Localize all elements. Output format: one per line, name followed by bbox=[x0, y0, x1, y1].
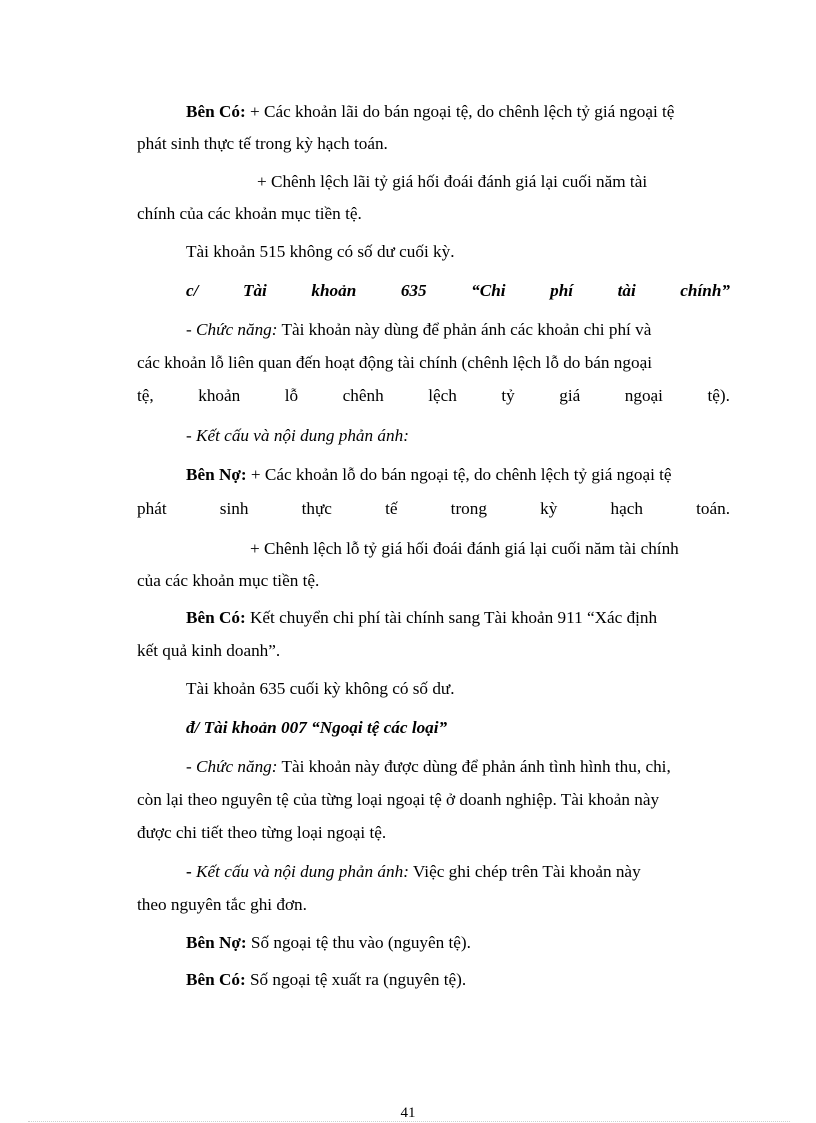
text: + Các khoản lỗ do bán ngoại tệ, do chênh lệch tỷ giá ngoại tệ bbox=[246, 465, 672, 484]
label-ben-co: Bên Có: bbox=[186, 970, 246, 989]
heading-word: chính” bbox=[680, 281, 730, 300]
paragraph-line bbox=[186, 319, 730, 341]
word: tệ, bbox=[137, 386, 154, 405]
label-ben-no: Bên Nợ: bbox=[186, 465, 247, 484]
text: + Chênh lệch lỗ tỷ giá hối đoái đánh giá lại cuối năm tài chính bbox=[250, 539, 679, 558]
paragraph-line bbox=[186, 756, 730, 778]
text: còn lại theo nguyên tệ của từng loại ngoại tệ ở doanh nghiệp. Tài khoản này bbox=[137, 790, 660, 809]
paragraph-line bbox=[186, 607, 730, 629]
word: hạch bbox=[610, 499, 643, 518]
word: tế bbox=[385, 499, 398, 518]
paragraph-line bbox=[186, 101, 730, 123]
paragraph-line bbox=[186, 241, 730, 263]
text: Số ngoại tệ xuất ra (nguyên tệ). bbox=[245, 970, 467, 989]
text: Tài khoản 635 cuối kỳ không có số dư. bbox=[186, 679, 455, 698]
word: sinh bbox=[219, 499, 249, 518]
word: kỳ bbox=[540, 499, 558, 518]
text: kết quả kinh doanh”. bbox=[137, 641, 281, 660]
paragraph-line bbox=[186, 932, 730, 954]
dash: - bbox=[186, 862, 192, 881]
label-ket-cau: - Kết cấu và nội dung phản ánh: bbox=[186, 426, 409, 445]
paragraph-line bbox=[137, 570, 730, 592]
label-chuc-nang: - Chức năng: bbox=[186, 757, 278, 776]
paragraph-line bbox=[186, 969, 730, 991]
paragraph-line bbox=[186, 678, 730, 700]
word: tệ). bbox=[707, 386, 730, 405]
heading-word: c/ bbox=[186, 281, 199, 300]
text: Tài khoản này được dùng để phản ánh tình hình thu, chi, bbox=[277, 757, 671, 776]
word: ngoại bbox=[624, 386, 663, 405]
text: + Chênh lệch lãi tỷ giá hối đoái đánh giá lại cuối năm tài bbox=[257, 172, 648, 191]
label-ket-cau: Kết cấu và nội dung phản ánh: bbox=[191, 862, 409, 881]
heading-word: tài bbox=[617, 281, 636, 300]
text: Số ngoại tệ thu vào (nguyên tệ). bbox=[246, 933, 471, 952]
section-heading-d bbox=[186, 717, 730, 739]
word: trong bbox=[450, 499, 487, 518]
label-chuc-nang: - Chức năng: bbox=[186, 320, 278, 339]
paragraph-line bbox=[257, 171, 730, 193]
text: Kết chuyển chi phí tài chính sang Tài khoản 911 “Xác định bbox=[245, 608, 658, 627]
paragraph-line bbox=[137, 352, 730, 374]
heading-word: “Chi bbox=[471, 281, 506, 300]
text: phát sinh thực tế trong kỳ hạch toán. bbox=[137, 134, 388, 153]
text: Việc ghi chép trên Tài khoản này bbox=[408, 862, 641, 881]
text: Tài khoản này dùng để phản ánh các khoản chi phí và bbox=[277, 320, 652, 339]
heading-text: đ/ Tài khoản 007 “Ngoại tệ các loại” bbox=[186, 718, 448, 737]
paragraph-line bbox=[186, 464, 730, 486]
heading-word: 635 bbox=[400, 281, 427, 300]
paragraph-line bbox=[137, 822, 730, 844]
heading-word: phí bbox=[550, 281, 574, 300]
label-ben-co: Bên Có: bbox=[186, 608, 246, 627]
paragraph-line bbox=[186, 425, 730, 447]
word: thực bbox=[301, 499, 332, 518]
label-ben-co: Bên Có: bbox=[186, 102, 246, 121]
word: phát bbox=[137, 499, 167, 518]
paragraph-line bbox=[137, 133, 730, 155]
section-heading-c bbox=[186, 280, 730, 302]
word: toán. bbox=[696, 499, 730, 518]
heading-word: Tài bbox=[242, 281, 267, 300]
paragraph-line-justified bbox=[137, 498, 730, 520]
paragraph-line bbox=[250, 538, 730, 560]
text: được chi tiết theo từng loại ngoại tệ. bbox=[137, 823, 387, 842]
word: khoản bbox=[198, 386, 241, 405]
paragraph-line bbox=[137, 640, 730, 662]
footer-divider bbox=[28, 1121, 790, 1122]
paragraph-line bbox=[137, 789, 730, 811]
text: Tài khoản 515 không có số dư cuối kỳ. bbox=[186, 242, 455, 261]
page-number: 41 bbox=[400, 1105, 416, 1121]
word: lệch bbox=[428, 386, 457, 405]
word: lỗ bbox=[284, 386, 299, 405]
text: của các khoản mục tiền tệ. bbox=[137, 571, 320, 590]
paragraph-line bbox=[137, 894, 730, 916]
heading-word: khoản bbox=[311, 281, 357, 300]
paragraph-line bbox=[137, 203, 730, 225]
word: chênh bbox=[342, 386, 384, 405]
text: + Các khoản lãi do bán ngoại tệ, do chênh lệch tỷ giá ngoại tệ bbox=[245, 102, 675, 121]
label-ben-no: Bên Nợ: bbox=[186, 933, 247, 952]
word: tỷ bbox=[501, 386, 515, 405]
text: chính của các khoản mục tiền tệ. bbox=[137, 204, 362, 223]
text: các khoản lỗ liên quan đến hoạt động tài chính (chênh lệch lỗ do bán ngoại bbox=[137, 353, 652, 372]
paragraph-line-justified bbox=[137, 385, 730, 407]
word: giá bbox=[559, 386, 581, 405]
paragraph-line bbox=[186, 861, 730, 883]
text: theo nguyên tắc ghi đơn. bbox=[137, 895, 307, 914]
